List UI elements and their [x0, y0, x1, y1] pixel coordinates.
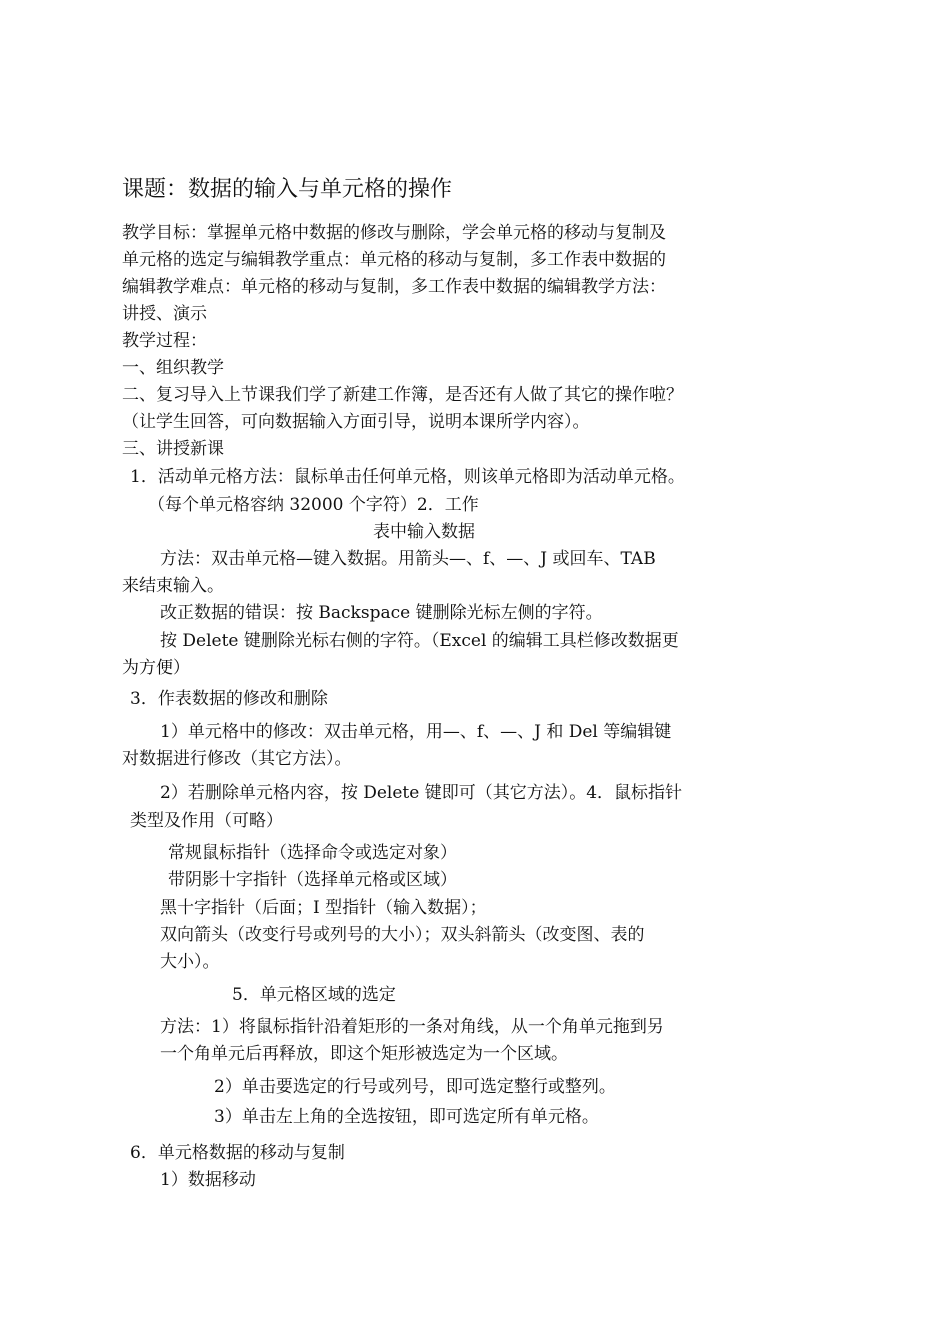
text-line: 方法：双击单元格—键入数据。用箭头—、f、—、J 或回车、TAB [160, 549, 656, 569]
text-line: 2）单击要选定的行号或列号，即可选定整行或整列。 [214, 1077, 616, 1097]
text-line: 按 Delete 键删除光标右侧的字符。（Excel 的编辑工具栏修改数据更 [160, 631, 679, 651]
text-line: 表中输入数据 [373, 522, 475, 542]
text-line: 1）单元格中的修改：双击单元格，用—、f、—、J 和 Del 等编辑键 [160, 722, 672, 742]
text-line: 教学过程： [122, 331, 207, 351]
text-line: 来结束输入。 [122, 576, 224, 596]
text-line: 改正数据的错误：按 Backspace 键删除光标左侧的字符。 [160, 603, 603, 623]
text-line: 带阴影十字指针（选择单元格或区域） [168, 870, 457, 890]
text-line: 1）数据移动 [160, 1170, 256, 1190]
text-line: 1．活动单元格方法：鼠标单击任何单元格，则该单元格即为活动单元格。 [130, 467, 685, 487]
text-line: 一、组织教学 [122, 358, 224, 378]
text-line: 黑十字指针（后面；I 型指针（输入数据）； [160, 898, 487, 918]
text-line: 对数据进行修改（其它方法）。 [122, 749, 352, 769]
text-line: 一个角单元后再释放，即这个矩形被选定为一个区域。 [160, 1044, 568, 1064]
page-title: 课题：数据的输入与单元格的操作 [122, 177, 453, 202]
text-line: 编辑教学难点：单元格的移动与复制，多工作表中数据的编辑教学方法： [122, 277, 666, 297]
text-line: 三、讲授新课 [122, 439, 224, 459]
text-line: 5．单元格区域的选定 [232, 985, 396, 1005]
text-line: 常规鼠标指针（选择命令或选定对象） [168, 843, 457, 863]
text-line: 为方便） [122, 658, 190, 678]
text-line: 类型及作用（可略） [130, 811, 283, 831]
text-line: 二、复习导入上节课我们学了新建工作簿，是否还有人做了其它的操作啦？ [122, 385, 683, 405]
text-line: （让学生回答，可向数据输入方面引导，说明本课所学内容）。 [122, 412, 590, 432]
text-line: 2）若删除单元格内容，按 Delete 键即可（其它方法）。4．鼠标指针 [160, 783, 683, 803]
text-line: 大小）。 [160, 952, 220, 972]
text-line: 方法：1）将鼠标指针沿着矩形的一条对角线，从一个角单元拖到另 [160, 1017, 664, 1037]
text-line: 3．作表数据的修改和删除 [130, 689, 328, 709]
text-line: （每个单元格容纳 32000 个字符）2．工作 [148, 495, 479, 515]
text-line: 双向箭头（改变行号或列号的大小）；双头斜箭头（改变图、表的 [160, 925, 645, 945]
text-line: 单元格的选定与编辑教学重点：单元格的移动与复制，多工作表中数据的 [122, 250, 666, 270]
text-line: 教学目标：掌握单元格中数据的修改与删除，学会单元格的移动与复制及 [122, 223, 666, 243]
text-line: 讲授、演示 [122, 304, 207, 324]
text-line: 6．单元格数据的移动与复制 [130, 1143, 345, 1163]
text-line: 3）单击左上角的全选按钮，即可选定所有单元格。 [214, 1107, 599, 1127]
